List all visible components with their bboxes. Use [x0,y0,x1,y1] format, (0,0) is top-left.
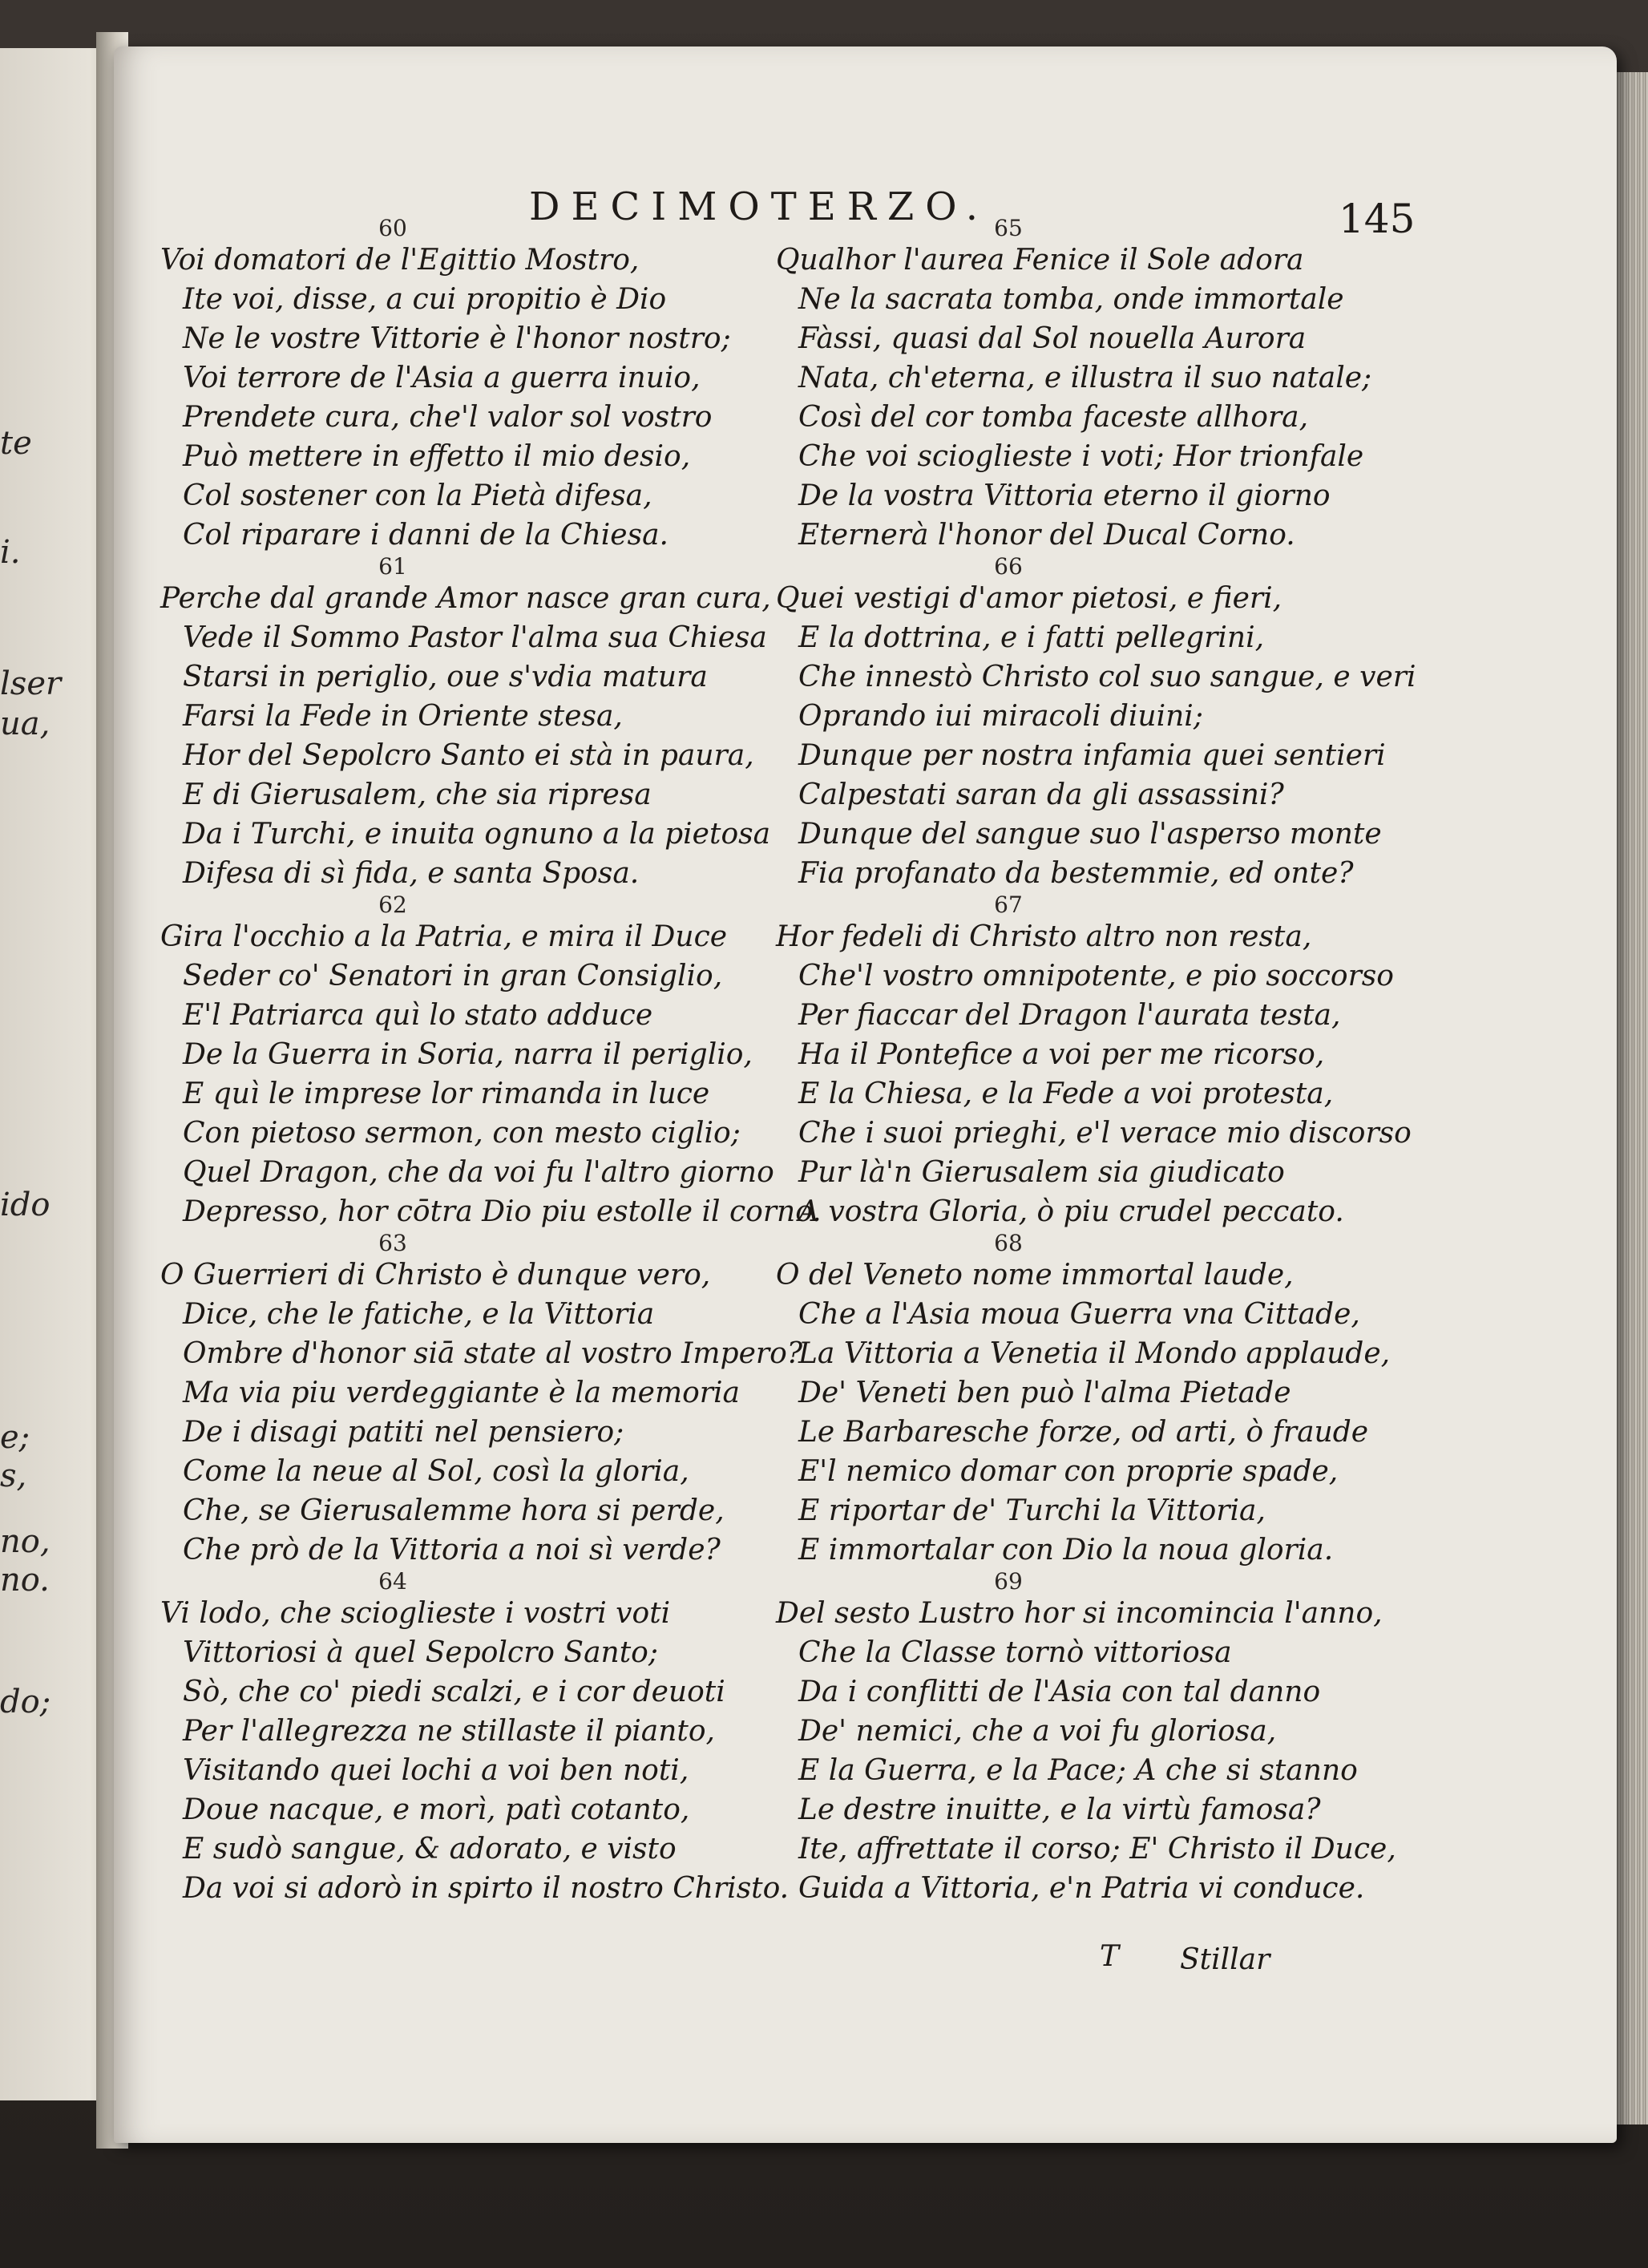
verse-line: La Vittoria a Venetia il Mondo applaude, [798,1337,1391,1370]
verse-line: Le Barbaresche forze, od arti, ò fraude [798,1416,1369,1449]
stanza-number: 62 [378,891,407,918]
stanza [776,893,1417,1231]
verse-line: Col riparare i danni de la Chiesa. [183,519,668,552]
verse-line: Che prò de la Vittoria a noi sì verde? [183,1534,721,1567]
verse-line: Con pietoso sermon, con mesto ciglio; [183,1117,741,1150]
verse-line: Del sesto Lustro hor si incomincia l'anno, [776,1597,1383,1630]
verse-line: Guida a Vittoria, e'n Patria vi conduce. [798,1872,1365,1905]
verse-line: De' nemici, che a voi fu gloriosa, [798,1715,1277,1748]
verse-line: Oprando iui miracoli diuini; [798,700,1203,733]
stanza [160,891,822,1231]
verse-line: Voi terrore de l'Asia a guerra inuio, [183,362,701,394]
prev-page-fragment: e; [0,1419,30,1456]
stanza-number: 67 [994,891,1023,918]
prev-page-fragment: i. [0,534,21,571]
signature-mark: T [1100,1940,1120,1973]
verse-line: Ne le vostre Vittorie è l'honor nostro; [183,322,731,355]
verse-line: E la Guerra, e la Pace; A che si stanno [798,1754,1358,1787]
prev-page-fragment: no, [0,1523,50,1560]
verse-line: Gira l'occhio a la Patria, e mira il Duce [160,920,728,953]
verse-line: Da i conflitti de l'Asia con tal danno [798,1676,1321,1708]
verse-line: Vittoriosi à quel Sepolcro Santo; [183,1636,658,1669]
verse-line: Doue nacque, e morì, patì cotanto, [183,1793,690,1826]
verse-line: Qualhor l'aurea Fenice il Sole adora [776,244,1304,277]
stanza [776,1231,1417,1570]
stanza [160,1570,794,1908]
verse-line: Fia profanato da bestemmie, ed onte? [798,857,1354,890]
verse-line: Ite, affrettate il corso; E' Christo il Duce, [798,1833,1396,1866]
verse-line: Nata, ch'eterna, e illustra il suo natale; [798,362,1372,394]
verse-line: Da voi si adorò in spirto il nostro Christo. [183,1872,790,1905]
prev-page-fragment: lser [0,665,62,702]
prev-page-fragment: ua, [0,705,50,742]
verse-line: De la Guerra in Soria, narra il periglio, [183,1038,753,1071]
verse-line: O Guerrieri di Christo è dunque vero, [160,1259,711,1292]
verse-line: Dice, che le fatiche, e la Vittoria [183,1298,655,1331]
verse-line: Pur là'n Gierusalem sia giudicato [798,1156,1285,1189]
prev-page-fragment: s, [0,1457,27,1494]
verse-line: Difesa di sì fida, e santa Sposa. [183,857,640,890]
verse-line: Che'l vostro omnipotente, e pio soccorso [798,960,1394,993]
verse-line: Come la neue al Sol, così la gloria, [183,1455,689,1488]
verse-line: Che la Classe tornò vittoriosa [798,1636,1232,1669]
verse-line: Ha il Pontefice a voi per me ricorso, [798,1038,1325,1071]
verse-line: Depresso, hor cōtra Dio piu estolle il corno. [183,1195,822,1228]
prev-page-fragment: te [0,425,32,462]
stanza [160,1230,803,1570]
verse-line: Dunque per nostra infamia quei sentieri [798,739,1386,772]
verse-line: Ombre d'honor siā state al vostro Impero? [183,1337,803,1370]
verse-line: Per fiaccar del Dragon l'aurata testa, [798,999,1341,1032]
verse-line: Quei vestigi d'amor pietosi, e fieri, [776,582,1282,615]
verse-line: Le destre inuitte, e la virtù famosa? [798,1793,1321,1826]
verse-line: Perche dal grande Amor nasce gran cura, [160,582,771,615]
stanza [776,216,1417,555]
stanza-number: 64 [378,1568,407,1595]
left-column [160,215,822,1908]
verse-line: Calpestati saran da gli assassini? [798,778,1284,811]
verse-line: E'l nemico domar con proprie spade, [798,1455,1339,1488]
verse-line: Dunque del sangue suo l'asperso monte [798,818,1382,851]
verse-line: Che, se Gierusalemme hora si perde, [183,1494,725,1527]
verse-line: Hor del Sepolcro Santo ei stà in paura, [183,739,754,772]
verse-line: Che innestò Christo col suo sangue, e veri [798,661,1416,693]
stanza [160,216,794,555]
prev-page-fragment: ido [0,1187,50,1223]
page-footer [1100,1940,1468,1988]
verse-line: Seder co' Senatori in gran Consiglio, [183,960,723,993]
verse-line: Sò, che co' piedi scalzi, e i cor deuoti [183,1676,725,1708]
verse-line: Che a l'Asia moua Guerra vna Cittade, [798,1298,1360,1331]
stanza-number: 63 [378,1230,407,1256]
verse-line: De' Veneti ben può l'alma Pietade [798,1377,1291,1409]
verse-line: Farsi la Fede in Oriente stesa, [183,700,623,733]
verse-line: Visitando quei lochi a voi ben noti, [183,1754,689,1787]
stanza [776,1570,1417,1908]
stanza-number: 60 [378,215,407,241]
verse-line: Starsi in periglio, oue s'vdia matura [183,661,708,693]
verse-line: E di Gierusalem, che sia ripresa [183,778,652,811]
verse-line: Vi lodo, che scioglieste i vostri voti [160,1597,671,1630]
verse-line: Così del cor tomba faceste allhora, [798,401,1309,434]
verse-line: Col sostener con la Pietà difesa, [183,479,652,512]
verse-line: Prendete cura, che'l valor sol vostro [183,401,713,434]
verse-line: Quel Dragon, che da voi fu l'altro giorno [183,1156,774,1189]
verse-line: Ne la sacrata tomba, onde immortale [798,283,1344,316]
verse-line: Voi domatori de l'Egittio Mostro, [160,244,640,277]
stanza-number: 69 [994,1568,1023,1595]
catchword: Stillar [1180,1943,1270,1976]
verse-line: E la dottrina, e i fatti pellegrini, [798,621,1265,654]
page-number: 145 [1339,196,1416,242]
running-head: DECIMOTERZO. [529,184,990,229]
stanza-number: 65 [994,215,1023,241]
right-column [776,216,1417,1908]
verse-line: E riportar de' Turchi la Vittoria, [798,1494,1266,1527]
verse-line: Eternerà l'honor del Ducal Corno. [798,519,1295,552]
verse-line: Ma via piu verdeggiante è la memoria [183,1377,740,1409]
verse-line: E'l Patriarca quì lo stato adduce [183,999,653,1032]
verse-line: E sudò sangue, & adorato, e visto [183,1833,677,1866]
verse-line: E la Chiesa, e la Fede a voi protesta, [798,1077,1334,1110]
stanza-number: 66 [994,553,1023,580]
verse-line: Fàssi, quasi dal Sol nouella Aurora [798,322,1307,355]
verse-line: De i disagi patiti nel pensiero; [183,1416,624,1449]
verse-line: Che voi scioglieste i voti; Hor trionfale [798,440,1364,473]
verse-line: Da i Turchi, e inuita ognuno a la pietosa [183,818,771,851]
prev-page-fragment: do; [0,1684,51,1720]
verse-line: E quì le imprese lor rimanda in luce [183,1077,710,1110]
verse-line: A vostra Gloria, ò piu crudel peccato. [798,1195,1344,1228]
verse-line: De la vostra Vittoria eterno il giorno [798,479,1331,512]
prev-page-fragment: no. [0,1562,50,1599]
stanza-number: 68 [994,1230,1023,1256]
verse-line: Ite voi, disse, a cui propitio è Dio [183,283,667,316]
stanza [776,555,1417,893]
verse-line: Per l'allegrezza ne stillaste il pianto, [183,1715,715,1748]
verse-line: Vede il Sommo Pastor l'alma sua Chiesa [183,621,767,654]
verse-line: Può mettere in effetto il mio desio, [183,440,691,473]
stanza-number: 61 [378,553,407,580]
verse-line: Che i suoi prieghi, e'l verace mio discorso [798,1117,1412,1150]
verse-line: E immortalar con Dio la noua gloria. [798,1534,1334,1567]
verse-line: Hor fedeli di Christo altro non resta, [776,920,1312,953]
verse-line: O del Veneto nome immortal laude, [776,1259,1294,1292]
stanza [160,555,794,893]
